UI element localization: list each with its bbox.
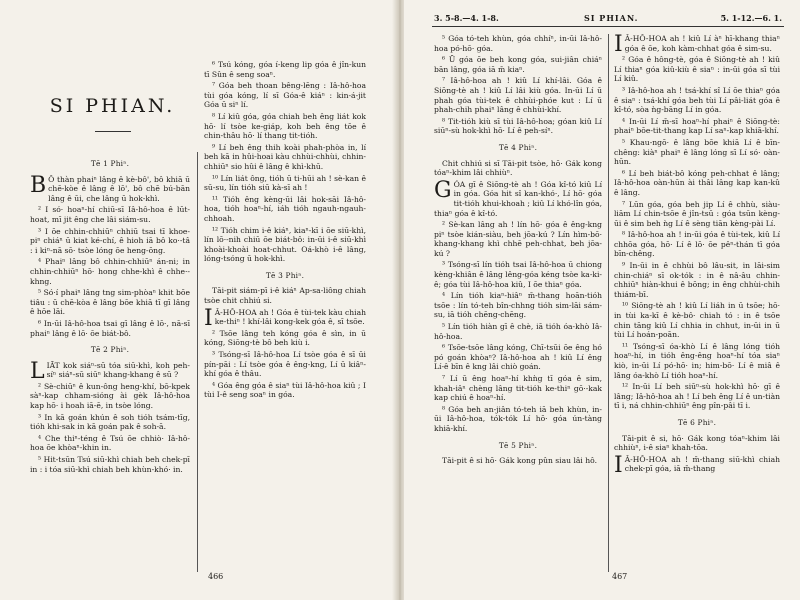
drop-cap: I (204, 305, 213, 331)
verse-text: Ô thàn phaiⁿ lâng ê kè-bô', bô khiā ū chē-kòe ê lâng ê lō', bô chē bú-bān lâng ê ūi, che lâng ū hok-khì. (48, 174, 190, 203)
verse-paragraph: ⁴ Che thiⁿ-téng ê Tsú ōe chhiò· Iâ-hô-hoa ōe khòaⁿ-khin in. (30, 433, 190, 453)
verse-paragraph: ⁷ Iâ-hô-hoa ah ! kiû Lí khí-lâi. Góa ê Siōng-tè ah ! kiû Lí lâi kiù góa. In-ūi Lí ū phah góa tùi-tek ê chhùi-phóe kut : Lí ū phah-chih phaiⁿ lâng ê chhùi-khí. (434, 76, 602, 115)
verse-paragraph: Tāi-pit ê si, hō· Gák kong tóaⁿ-khim lâi chhiùⁿ, i-ê siaⁿ khah-tōa. (614, 433, 780, 453)
verse-paragraph: ¹⁰ Lín liát ông, tióh ū ti-hūi ah ! sè-kan ê sū-su, lín tióh siū kà-sī ah ! (204, 173, 366, 193)
running-header (434, 13, 782, 25)
verse-paragraph: ¹⁰ Siōng-tè ah ! kiû Lí liáh in ū tsōe; hō· in tùi ka-kī ê kè-bô· chiah tó : in ê tsōe chin tāng kiû Lí chhia in chhut, in-ūi in ū tùi Lí hoán-poān. (614, 301, 780, 340)
verse-paragraph: ¹² In-ūi Lí beh siūⁿ-sù hok-khì hō· gī ê lâng; Iâ-hô-hoa ah ! Lí beh êng Lí ê un-tiàn tī i, ná chhin-chhiūⁿ êng pîn-pâi tī i. (614, 382, 780, 411)
verse-paragraph: Tāi-pit ê si hō· Gák kong pûn siau lâi hô. (442, 456, 597, 466)
chapter-heading: Tē 1 Phiⁿ. (90, 159, 130, 168)
verse-paragraph: ² Sè-chiūⁿ ê kun-ông heng-khí, bō-kpek sàⁿ-kap chham-sióng ài gèk Iâ-hô-hoa kap hō· i hoah iā-ē, in tsòe lóng. (30, 381, 190, 411)
header-verse-range-left: 3. 5-8.—4. 1-8. (434, 13, 499, 23)
verse-paragraph: ⁷ Lūn góa, góa beh jip Lí ê chhù, siàu-liām Lí chin-tsōe ê jîn-tsū : góa tsūn kèng-ūi ê sim beh ǹg Lí ê sèng tiān kèng-pài Lí. (614, 199, 780, 228)
verse-paragraph (204, 305, 366, 331)
verse-paragraph: ³ Tsóng-sī lín tióh tsai Iâ-hô-hoa ū chiong kèng-khiân ê lâng lêng-góa kéng tsòe ka-ki-ê; góa tùi Iâ-hô-hoa kiû, I ōe thiaⁿ góa. (434, 260, 602, 289)
chapter-heading: Tē 2 Phiⁿ. (90, 345, 130, 355)
verse-paragraph (614, 34, 780, 57)
verse-text: Â-HÔ-HOA ah ! Góa ê tùi-tek kàu chiah ke-thiⁿ ! khí-lâi kong-kek góa ê, sī tsōe. (214, 307, 366, 327)
verse-paragraph: ³ In kā goán khún ê soh tióh tsám-tīg, tióh khi-sak in kā goán pak ê soh-ā. (30, 412, 190, 432)
verse-paragraph: ⁹ In-ūi in ê chhùi bô lâu-sit, in lāi-sim chin-chiáⁿ sī ok-tók : in ê nâ-âu chhin-chhiūⁿ hiàn-khui ê bōng; in êng chhùi-chih thiám-bī. (614, 261, 780, 299)
column-divider (608, 34, 609, 572)
drop-cap: I (614, 452, 623, 478)
right-column-2 (614, 34, 780, 572)
verse-paragraph: ⁶ Tsōe-tsōe lâng kóng, Chī-tsūi ōe êng hó pó goán khòaⁿ? Iâ-hô-hoa ah ! kiû Lí êng Lí-ê bīn ê kng lâi chiò goán. (434, 343, 602, 372)
verse-paragraph: ⁴ Góa êng góa ê siaⁿ tùi Iâ-hô-hoa kiû ; I tùi I-ê seng soaⁿ in góa. (204, 380, 366, 400)
left-page (0, 0, 396, 600)
right-page (404, 0, 800, 600)
chapter-heading: Tē 5 Phiⁿ. (498, 440, 538, 450)
left-column-2 (204, 60, 366, 572)
verse-text: IĀT kok siáⁿ-sū tóa siū-khì, koh peh-síⁿ siáⁿ-sū siūⁿ khang-khang ê sū ? (46, 360, 190, 380)
verse-paragraph: ⁶ In-ūi Iâ-hô-hoa tsai gī lâng ê lō·, nā-sī phaiⁿ lâng ê lō· ōe biát-bô. (30, 318, 190, 338)
verse-paragraph (434, 177, 602, 218)
verse-paragraph: ³ Tsóng-sī Iâ-hô-hoa Lí tsòe góa ê sī ūi pín-pāi : Lí tsòe góa ê êng-kng, Lí ū kiâⁿ-khí góa ê thâu. (204, 350, 366, 379)
verse-paragraph: ⁸ Lí kiû góa, góa chiah beh êng liát kok hō· lí tsòe ke-giáp, koh beh êng tōe ê chin-thâu hō· lí thang tit-tióh. (204, 111, 366, 141)
verse-paragraph (30, 358, 190, 384)
verse-paragraph: ⁷ Lí ū êng hoaⁿ-hí khǹg tī góa ê sim, khah-iâⁿ chèng lâng tit-tióh ke-thiⁿ gō·-kak kap chiú ê hoaⁿ-hí. (434, 374, 602, 403)
drop-cap: B (30, 172, 47, 198)
verse-paragraph: ¹² Tióh chim i-ê kiáⁿ, kiaⁿ-kī i ōe siū-khì, lín lō·-nih chiū ōe biát-bô: in-ūi i-ê siū-khì khoài-khoài hoat-chhut. Oá-khò i-ê lâng, lóng-tsóng ū hok-khì. (204, 225, 366, 264)
drop-cap: G (434, 177, 452, 203)
verse-paragraph: ⁵ Só·í phaiⁿ lâng tng sim-phòaⁿ khit bōe tiâu : ū chē-kòa ê lâng bōe khiā tī gī lâng ê hōe lāi. (30, 288, 190, 317)
verse-paragraph: ⁸ Tit-tióh kiù sī tùi Iâ-hô-hoa; góan kiû Lí siūⁿ-sù hok-khì hō· Lí ê peh-síⁿ. (434, 116, 602, 136)
verse-paragraph: ¹¹ Tióh êng kèng-ūi lâi hok-sāi Iâ-hô-hoa, tióh hoaⁿ-hí, iáh tióh ngauh-ngauh-chhoah. (204, 194, 366, 223)
drop-cap: L (30, 358, 45, 384)
verse-paragraph: Chit chhiú si sī Tāi-pit tsòe, hō· Gák kong tóaⁿ-khim lâi chhiùⁿ. (434, 158, 602, 178)
chapter-heading: Tē 4 Phiⁿ. (498, 142, 538, 152)
header-verse-range-right: 5. 1-12.—6. 1. (720, 13, 782, 23)
verse-paragraph (614, 452, 780, 478)
verse-paragraph: ² I só· hoaⁿ-hí chiū-sī Iâ-hô-hoa ê lūt-hoat, mī jit êng che lâi siám-su. (30, 205, 190, 224)
header-book-title: SI PHIAN. (584, 13, 639, 23)
verse-paragraph: ³ I ōe chhin-chhiūⁿ chhiū tsai tī khoe-piⁿ chiáⁿ ū kiat ké-chí, ê hioh iā bô ko·-tâ : i kiⁿ-nā sō· tsòe lóng ōe heng-ōng. (30, 226, 190, 255)
verse-text: Â-HÔ-HOA ah ! m̄-thang siū-khì chiah chek-pī góa, iā m̄-thang (624, 454, 780, 474)
verse-paragraph: ⁶ Ū góa ōe beh kong góa, sui-jiân chiáⁿ bān lâng, góa iā m̄ kiaⁿ. (434, 55, 602, 74)
verse-paragraph: ⁵ Lín tióh hiàn gī ê chè, iā tióh óa-khò Iâ-hô-hoa. (434, 322, 602, 341)
chapter-heading: Tē 3 Phiⁿ. (265, 270, 305, 280)
verse-paragraph: ⁷ Góa beh thoan bêng-lēng : Iâ-hô-hoa tùi góa kóng, lí sī Góa-ê kiáⁿ : kin-á-jit Góa ū siⁿ lí. (204, 81, 366, 110)
column-divider (197, 152, 198, 572)
verse-paragraph: ⁵ Hit-tsūn Tsú siū-khì chiah beh chek-pī in : i tóa siū-khì chiah beh khùn-khó· in. (30, 455, 190, 474)
right-column-1 (434, 34, 602, 572)
verse-paragraph (30, 172, 190, 204)
page-number-right: 467 (612, 572, 628, 581)
page-number-left: 466 (208, 572, 224, 581)
verse-paragraph: ² Góa ê hông-tè, góa ê Siōng-tè ah ! kiû Lí thiaⁿ góa kiû-kiù ê siaⁿ : in-ūi góa sī tùi Lí kiû. (614, 55, 780, 84)
drop-cap: I (614, 34, 623, 57)
verse-paragraph: ⁵ Góa tó-teh khùn, góa chhíⁿ, in-ūi Iâ-hô-hoa pó-hō· góa. (434, 34, 602, 53)
verse-paragraph: ² Tsōe lâng teh kóng góa ê sìn, in ū kóng, Siōng-tè bô beh kiù i. (204, 328, 366, 348)
verse-paragraph: ¹¹ Tsóng-sī óa-khò Lí ê lâng lóng tióh hoaⁿ-hí, in tióh êng-êng hoaⁿ-hí tóa siaⁿ kiò, in-ūi Lí pó-hō· in; him-bō· Lí ê miâ ê lâng óa-khò Lí tióh hoaⁿ-hí. (614, 341, 780, 380)
verse-paragraph: ⁶ Tsú kóng, góa í-keng lip góa ê jîn-kun tī Sûn ê seng soaⁿ. (204, 60, 366, 79)
left-column-1 (30, 152, 190, 572)
verse-paragraph: ⁹ Lí beh êng thih koài phah-phòa in, lí beh kā in hûi-hoai kàu chhùi-chhùi, chhin-chhiūⁿ sio hûi ê lâng ê khì-khū. (204, 142, 366, 171)
verse-paragraph: ² Sè-kan lâng ah ! lín hō· góa ê êng-kng piⁿ tsòe kián-siàu, beh jōa-kú ? Lín hìm-bō· khang-khang khì chhē peh-chhat, beh jōa-kú ? (434, 220, 602, 258)
verse-paragraph: ⁸ Góa beh an-jiân tó-teh iā beh khùn, in-ūi Iâ-hô-hoa, tók-tók Lí hō· góa ún-tàng khiā-khí. (434, 404, 602, 433)
book-title: SI PHIAN. (49, 95, 176, 117)
verse-paragraph: ⁴ Phaiⁿ lâng bô chhin-chhiūⁿ án-ni; in chhin-chhiūⁿ hō· hong chhe-khì ê chhe·-khng. (30, 257, 190, 286)
chapter-heading: Tē 6 Phiⁿ. (677, 417, 717, 427)
header-rule (432, 26, 784, 27)
verse-text: Â-HÔ-HOA ah ! kiû Lí àⁿ hī-khang thiaⁿ góa ê ōe, koh kàm-chhat góa ê sim-su. (624, 34, 780, 53)
verse-paragraph: ⁸ Iâ-hô-hoa ah ! in-ūi góa ê tùi-tek, kiû Lí chhōa góa, hō· Lí ê lō· ōe pêⁿ-thán tī góa bīn-chêng. (614, 230, 780, 259)
verse-text: ÓA gī ê Siōng-tè ah ! Góa kî-tó kiû Lí in góa. Góa hit sî kan-khó·, Lí hō· góa tit-tióh khui-khoah ; kiû Lí khó-lîn góa, thiaⁿ góa ê kî-tó. (434, 179, 602, 218)
verse-paragraph: ⁵ Khau-ngō· ê lâng bōe khiā Lí ê bīn-chêng: kiàⁿ phaiⁿ ê lâng lóng sī Lí só· oàn-hūn. (614, 137, 780, 167)
title-rule (95, 131, 131, 132)
verse-paragraph: ³ Iâ-hô-hoa ah ! tsá-khí sî Lí ōe thiaⁿ góa ê siaⁿ : tsá-khí góa beh tùi Lí pâi-liát góa ê kî-tó, sòa ǹg-bāng Lí in góa. (614, 85, 780, 115)
verse-paragraph: ⁶ Lí beh biát-bô kóng peh-chhat ê lâng; Iâ-hô-hoa oàn-hūn ài thâi lâng kap kan-kû ê lâng. (614, 168, 780, 197)
verse-paragraph: ⁴ In-ūi Lí m̄-sī hoaⁿ-hí phaiⁿ ê Siōng-tè: phaiⁿ bōe-tit-thang kap Lí saⁿ-kap khiā-khí. (614, 116, 780, 136)
verse-paragraph: ⁴ Lín tióh kiaⁿ-hiâⁿ m̄-thang hoān-tióh tsōe : lín tó-teh bîn-chhng tióh sim-lāi sám-su, iā tióh chēng-chēng. (434, 291, 602, 320)
verse-paragraph: Tāi-pit siám-pī i-ê kiáⁿ Ap-sa-liông chiah tsòe chit chhiú si. (204, 286, 366, 306)
